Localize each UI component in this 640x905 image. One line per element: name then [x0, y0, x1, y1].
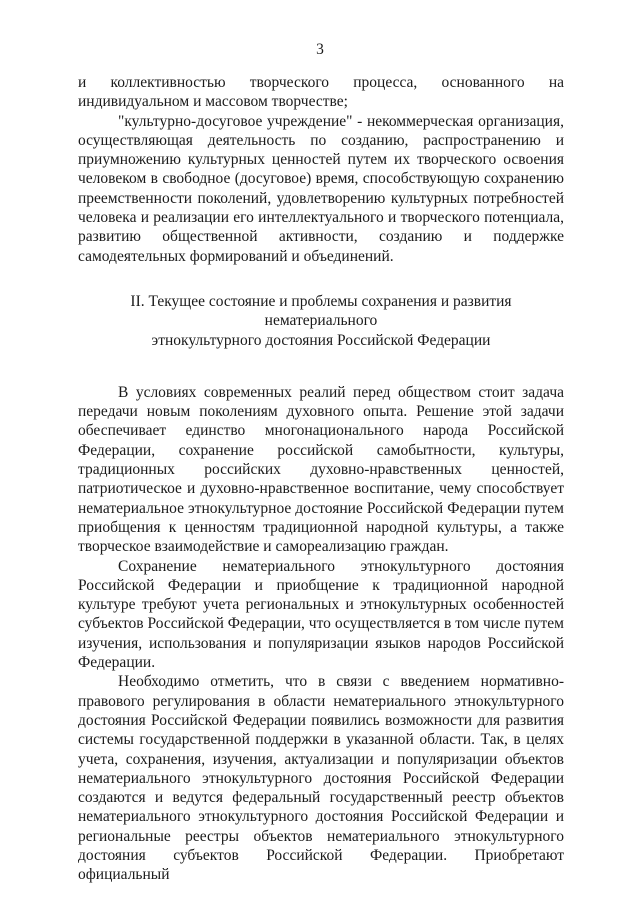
paragraph-continuation: и коллективностью творческого процесса, основанного на индивидуальном и массовом творчестве; — [78, 74, 564, 111]
document-body — [78, 73, 564, 885]
paragraph-modern-realities: В условиях современных реалий перед обществом стоит задача передачи новым поколениям духовного опыта. Решение этой задачи обеспечивает единство многонационального народа Российской Федерации, сохранение российской самобытности, культуры, традиционных российских духовно-нравственных ценностей, патриотическое и духовно-нравственное воспитание, чему способствует нематериальное этнокультурное достояние Российской Федерации путем приобщения к ценностям традиционной народной культуры, а также творческое взаимодействие и самореализацию граждан. — [78, 383, 564, 556]
page-number: 3 — [316, 41, 324, 58]
paragraph-definition-cultural-leisure-institution: "культурно-досуговое учреждение" - некоммерческая организация, осуществляющая деятельность по созданию, распространению и приумножению культурных ценностей путем их творческого освоения человеком в свободное (досуговое) время, способствующую сохранению преемственности поколений, удовлетворению культурных потребностей человека и реализации его интеллектуального и творческого потенциала, развитию общественной активности, созданию и поддержке самодеятельных формирований и объединений. — [78, 112, 564, 265]
section-heading — [78, 292, 564, 350]
section-heading-line-1: II. Текущее состояние и проблемы сохранения и развития нематериального — [130, 292, 512, 330]
section-heading-line-2: этнокультурного достояния Российской Федерации — [151, 331, 491, 349]
paragraph-regulation: Необходимо отметить, что в связи с введением нормативно-правового регулирования в области нематериального этнокультурного достояния Российской Федерации появились возможности для развития системы государственной поддержки в указанной области. Так, в целях учета, сохранения, изучения, актуализации и популяризации объектов нематериального этнокультурного достояния Российской Федерации создаются и ведутся федеральный государственный реестр объектов нематериального этнокультурного достояния Российской Федерации и региональные реестры объектов нематериального этнокультурного достояния субъектов Российской Федерации. Приобретают официальный — [78, 673, 564, 884]
paragraph-preservation: Сохранение нематериального этнокультурного достояния Российской Федерации и приобщение к традиционной народной культуре требуют учета региональных и этнокультурных особенностей субъектов Российской Федерации, что осуществляется в том числе путем изучения, использования и популяризации языков народов Российской Федерации. — [78, 557, 564, 672]
